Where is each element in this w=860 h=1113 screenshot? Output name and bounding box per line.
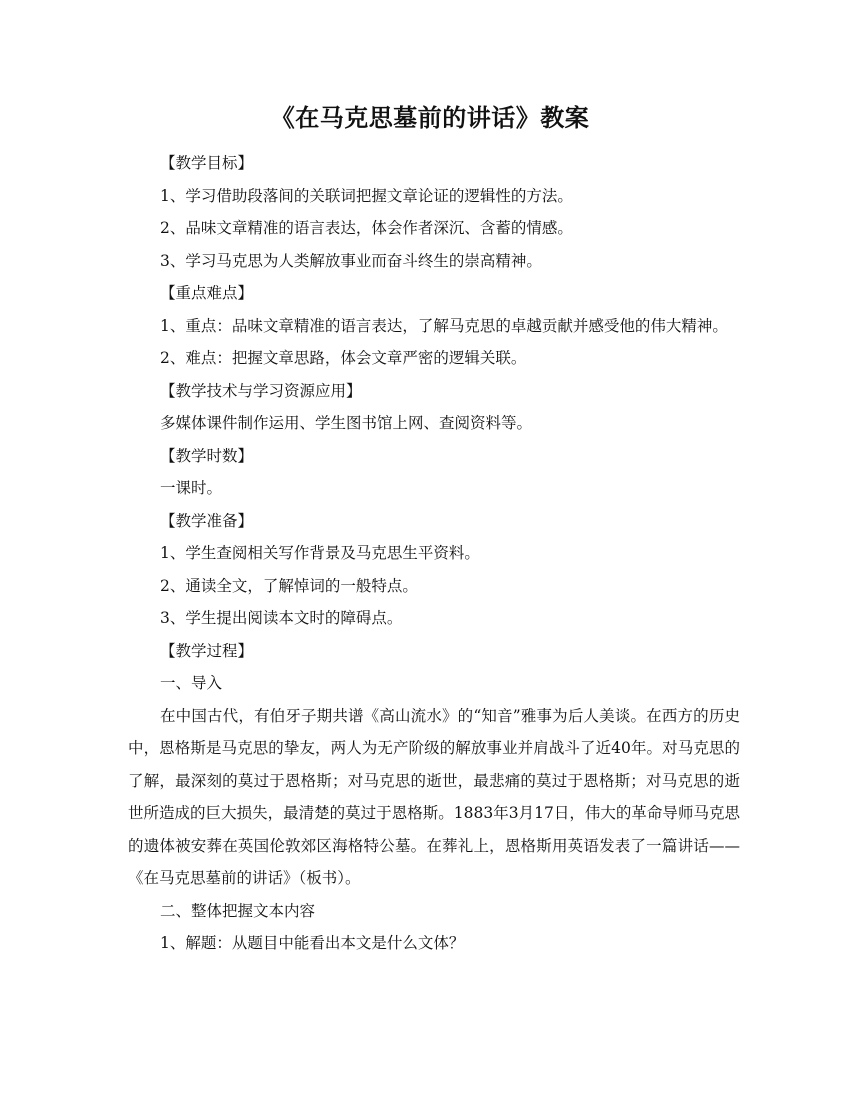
key-point-item-2: 2、难点：把握文章思路，体会文章严密的逻辑关联。 (160, 349, 527, 367)
section-heading-class-hours: 【教学时数】 (160, 446, 254, 465)
section-heading-preparation: 【教学准备】 (160, 511, 254, 530)
goal-item-2: 2、品味文章精准的语言表达，体会作者深沉、含蓄的情感。 (160, 219, 573, 237)
section-heading-key-points: 【重点难点】 (160, 284, 254, 302)
goal-item-3: 3、学习马克思为人类解放事业而奋斗终生的崇高精神。 (160, 251, 542, 270)
class-hours-text: 一课时。 (160, 479, 223, 497)
document-body (128, 147, 740, 960)
document-title: 《在马克思墓前的讲话》教案 (270, 103, 590, 132)
preparation-item-3: 3、学生提出阅读本文时的障碍点。 (160, 609, 403, 627)
resources-text: 多媒体课件制作运用、学生图书馆上网、查阅资料等。 (160, 414, 533, 432)
key-point-item-1: 1、重点：品味文章精准的语言表达，了解马克思的卓越贡献并感受他的伟大精神。 (160, 316, 728, 335)
section-heading-teaching-goals: 【教学目标】 (160, 154, 254, 172)
section-heading-resources: 【教学技术与学习资源应用】 (160, 381, 362, 400)
preparation-item-1: 1、学生查阅相关写作背景及马克思生平资料。 (160, 544, 480, 562)
section-heading-process: 【教学过程】 (160, 641, 254, 660)
overall-grasp-item-1: 1、解题：从题目中能看出本文是什么文体？ (160, 934, 465, 952)
process-step-introduction: 一、导入 (160, 674, 223, 692)
preparation-item-2: 2、通读全文，了解悼词的一般特点。 (160, 576, 418, 595)
introduction-paragraph: 在中国古代，有伯牙子期共谱《高山流水》的“知音”雅事为后人美谈。在西方的历史中，恩格斯是马克思的挚友，两人为无产阶级的解放事业并肩战斗了近40年。对马克思的了解，最深刻的莫过于恩格斯；对马克思的逝世，最悲痛的莫过于恩格斯；对马克思的逝世所造成的巨大损失，最清楚的莫过于恩格斯。1883年3月17日，伟大的革命导师马克思的遗体被安葬在英国伦敦郊区海格特公墓。在葬礼上，恩格斯用英语发表了一篇讲话——《在马克思墓前的讲话》（板书）。 (128, 706, 740, 887)
process-step-overall-grasp: 二、整体把握文本内容 (160, 901, 316, 920)
goal-item-1: 1、学习借助段落间的关联词把握文章论证的逻辑性的方法。 (160, 186, 573, 205)
